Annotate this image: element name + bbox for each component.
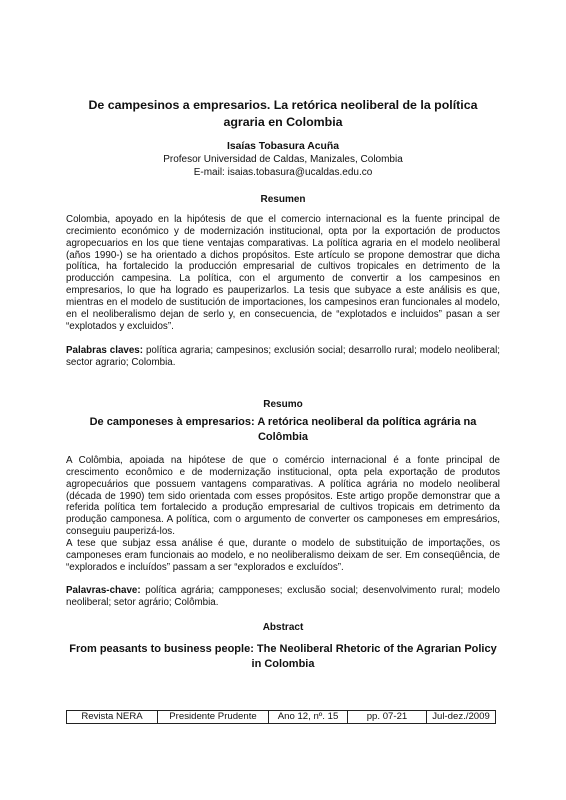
author-name: Isaías Tobasura Acuña (226, 141, 340, 152)
resumo-keywords (66, 585, 500, 609)
resumo-heading: Resumo (263, 399, 303, 410)
author-affiliation: Profesor Universidad de Caldas, Manizales, Colombia (163, 154, 403, 165)
footer-journal: Revista NERA (67, 711, 158, 724)
paper-title: De campesinos a empresarios. La retórica neoliberal de la política agraria en Colombia (88, 98, 478, 129)
resumo-body-1: A Colômbia, apoiada na hipótese de que o comércio internacional é a fonte principal de crescimento econômico e de modernização institucional, opta pela exportação de produtos agropecuários que possuem vantagens comparativas. A política agrária no modelo neoliberal (década de 1990) tem sido orientada com esses propósitos. Este artigo propõe demonstrar que a referida política tem fortalecido a produção empresarial de cultivos tropicais em detrimento da produção camponesa. A política, com o argumento de converter os camponeses em empresários, conseguiu pauperizá-los. (66, 455, 500, 538)
author-email: E-mail: isaias.tobasura@ucaldas.edu.co (193, 167, 373, 178)
resumo-keywords-label: Palavras-chave: (66, 585, 141, 596)
abstract-heading: Abstract (262, 622, 304, 633)
footer-volume: Ano 12, nº. 15 (269, 711, 348, 724)
resumo-body-2: A tese que subjaz essa análise é que, durante o modelo de substituição de importações, os camponeses eram funcionais ao modelo, e no neoliberalismo deixam de ser. Em conseqüência, de “explorados e incluídos” passam a ser “explorados e excluídos”. (66, 538, 500, 573)
resumo-subtitle: De camponeses à empresarios: A retórica neoliberal da política agrária na Colômbia (89, 416, 477, 443)
footer-row (67, 711, 496, 724)
resumen-keywords (66, 345, 500, 369)
resumen-heading: Resumen (260, 194, 306, 205)
resumo-keywords-text: política agrária; campponeses; exclusão social; desenvolvimento rural; modelo neoliberal; setor agrário; Colômbia. (66, 585, 500, 608)
footer-pages: pp. 07-21 (348, 711, 427, 724)
resumen-keywords-text: política agraria; campesinos; exclusión social; desarrollo rural; modelo neoliberal; sector agrario; Colombia. (66, 345, 500, 368)
resumen-body: Colombia, apoyado en la hipótesis de que el comercio internacional es la fuente principal de crecimiento económico y de modernización institucional, opta por la exportación de productos agropecuarios en los que tiene ventajas comparativas. La política agraria en el modelo neoliberal (años 1990-) se ha orientado a dichos propósitos. Este artículo se propone demostrar que dicha política, ha fortalecido la producción empresarial de cultivos tropicales en detrimento de la producción campesina. La política, con el argumento de convertir a los campesinos en empresarios, lo que ha logrado es pauperizarlos. La tesis que subyace a este análisis es que, mientras en el modelo de sustitución de importaciones, los campesinos eran funcionales al modelo, en el neoliberalismo dejan de serlo y, en consecuencia, de “explotados e incluidos” pasan a ser “explotados y excluidos”. (66, 214, 500, 332)
footer-date: Jul-dez./2009 (427, 711, 496, 724)
footer-city: Presidente Prudente (158, 711, 269, 724)
footer-table (66, 710, 496, 724)
resumen-keywords-label: Palabras claves: (66, 345, 144, 356)
abstract-subtitle: From peasants to business people: The Neoliberal Rhetoric of the Agrarian Policy in Colombia (69, 643, 497, 670)
